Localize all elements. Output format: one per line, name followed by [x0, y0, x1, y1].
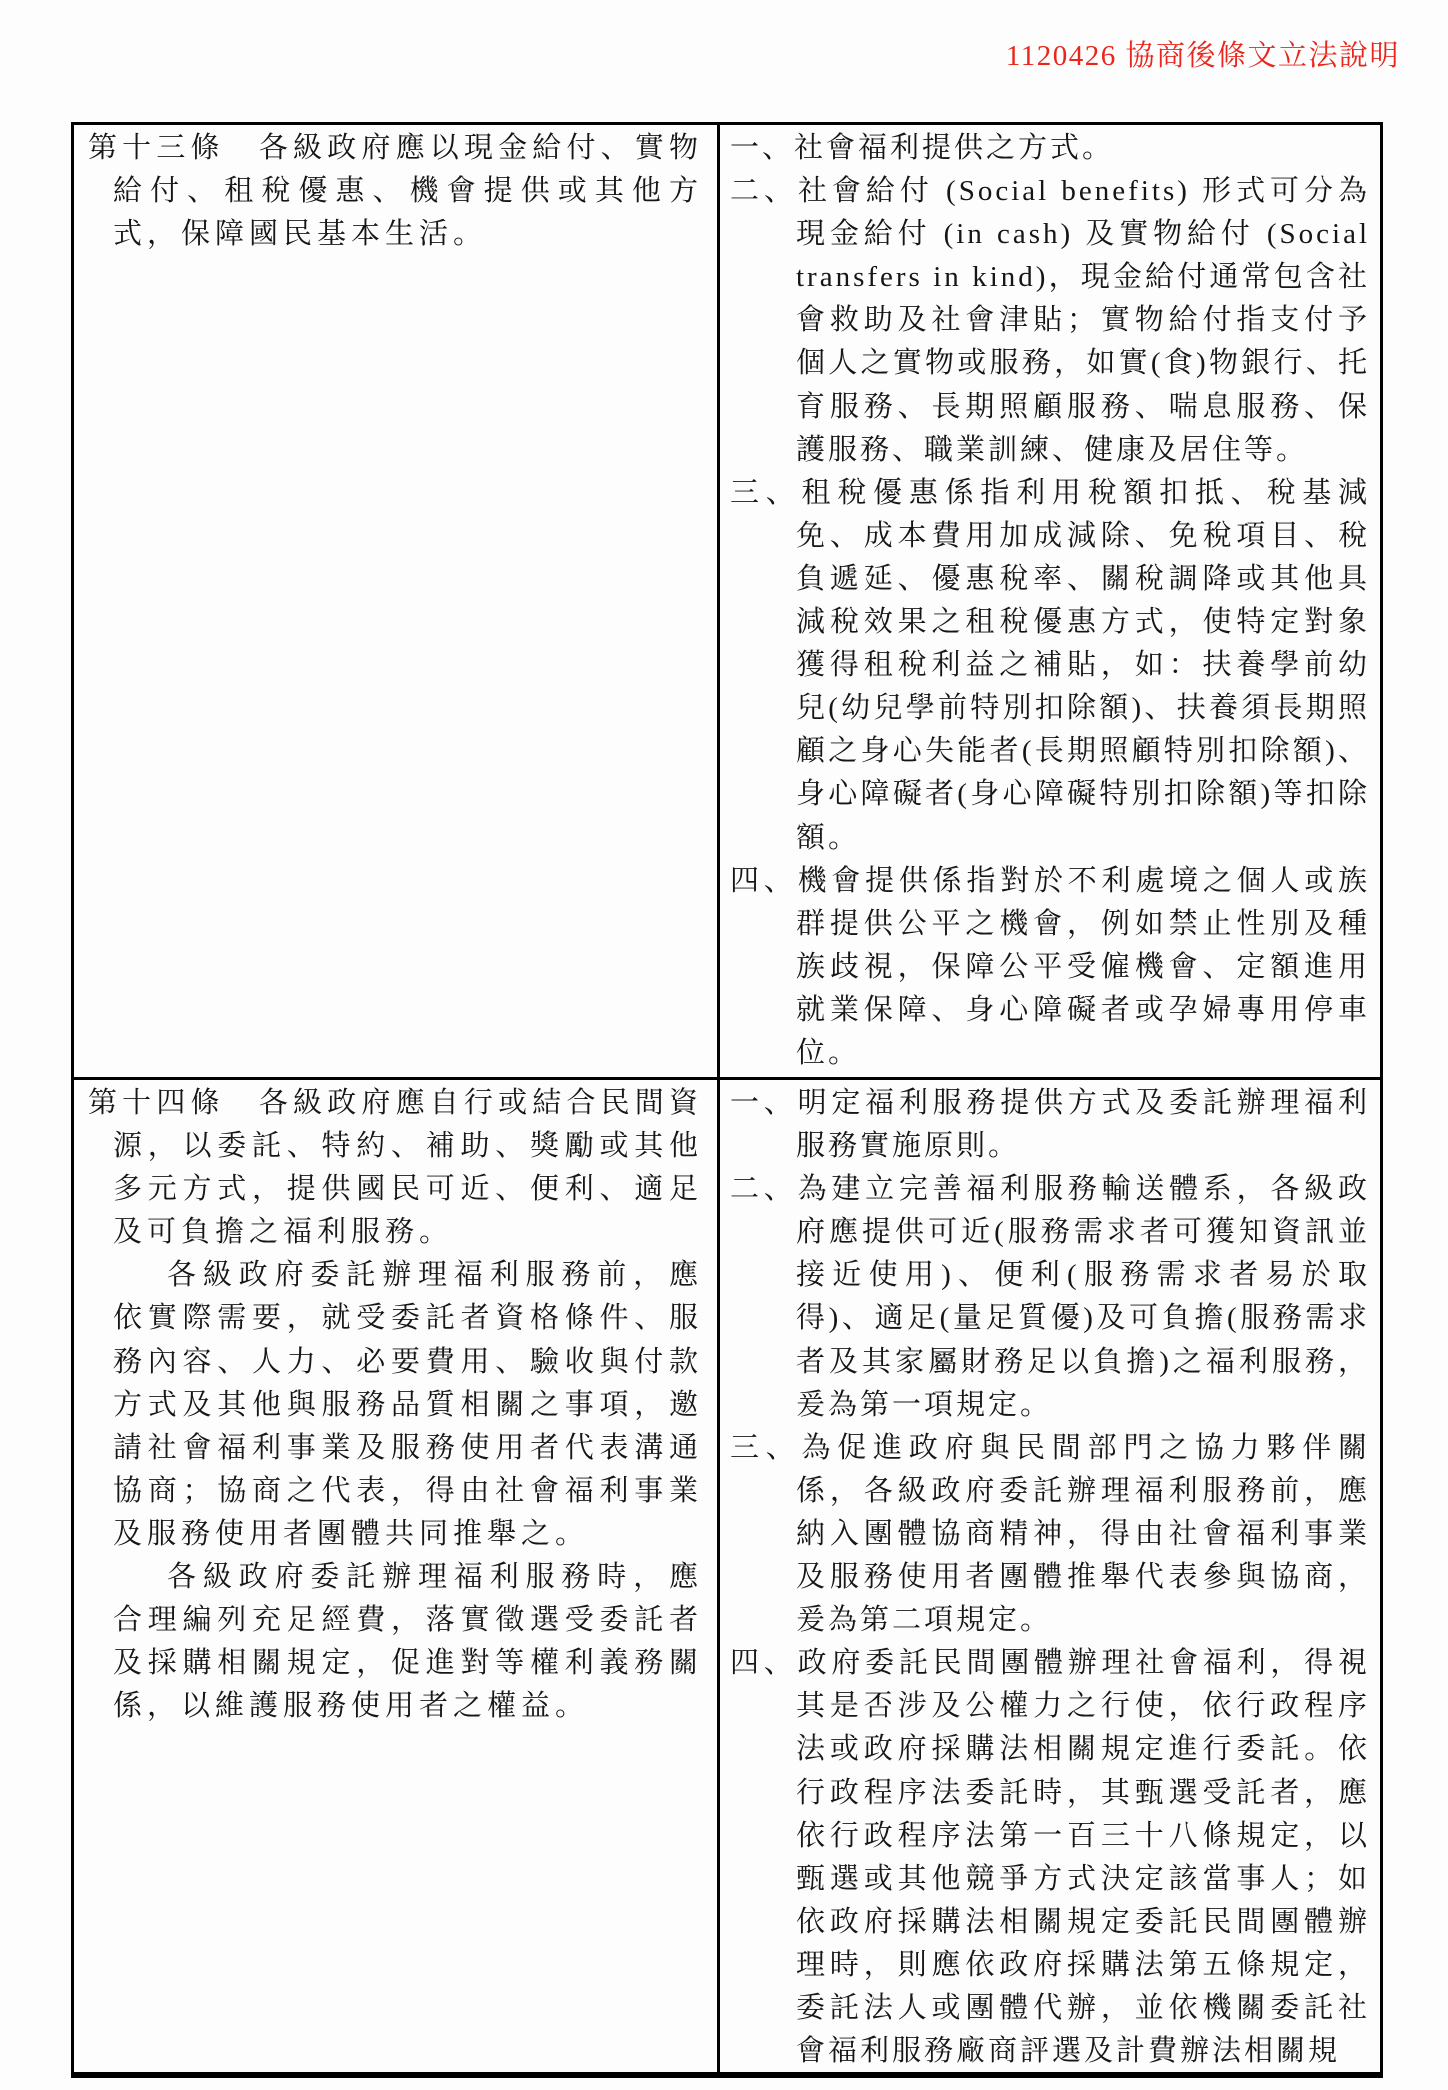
article-14-paragraph-3: 各級政府委託辦理福利服務時，應合理編列充足經費，落實徵選受委託者及採購相關規定，促進對等權利義務關係，以維護服務使用者之權益。 [113, 1561, 703, 1723]
item-number: 一、 [730, 132, 795, 164]
item-number: 三、 [730, 1431, 802, 1464]
explanation-14-cell [720, 1080, 1380, 2072]
item-text: 租稅優惠係指利用稅額扣抵、稅基減免、成本費用加成減除、免稅項目、稅負遞延、優惠稅率、關稅調降或其他具減稅效果之租稅優惠方式，使特定對象獲得租稅利益之補貼，如：扶養學前幼兒(幼兒學前特別扣除額)、扶養須長期照顧之身心失能者(長期照顧特別扣除額)、身心障礙者(身心障礙特別扣除額)等扣除額。 [796, 476, 1370, 854]
article-14-cell [74, 1080, 720, 2072]
explanation-13-item-3 [730, 472, 1370, 860]
explanation-14-item-2 [730, 1168, 1370, 1427]
item-number: 三、 [730, 476, 802, 509]
item-text: 為促進政府與民間部門之協力夥伴關係，各級政府委託辦理福利服務前，應納入團體協商精神，得由社會福利事業及服務使用者團體推舉代表參與協商，爰為第二項規定。 [796, 1431, 1370, 1637]
item-text: 明定福利服務提供方式及委託辦理福利服務實施原則。 [796, 1087, 1370, 1163]
item-text: 社會福利提供之方式。 [794, 132, 1115, 164]
item-text: 政府委託民間團體辦理社會福利，得視其是否涉及公權力之行使，依行政程序法或政府採購法相關規定進行委託。依行政程序法委託時，其甄選受託者，應依行政程序法第一百三十八條規定，以甄選或其他競爭方式決定該當事人；如依政府採購法相關規定委託民間團體辦理時，則應依政府採購法第五條規定，委託法人或團體代辦，並依機關委託社會福利服務廠商評選及計費辦法相關規 [796, 1647, 1370, 2068]
explanation-14-item-3 [730, 1427, 1370, 1642]
explanation-13-item-2 [730, 170, 1370, 472]
explanation-13-item-1 [730, 127, 1370, 170]
article-14-paragraph-2: 各級政府委託辦理福利服務前，應依實際需要，就受委託者資格條件、服務內容、人力、必要費用、驗收與付款方式及其他與服務品質相關之事項，邀請社會福利事業及服務使用者代表溝通協商；協商之代表，得由社會福利事業及服務使用者團體共同推舉之。 [113, 1259, 703, 1550]
item-text: 機會提供係指對於不利處境之個人或族群提供公平之機會，例如禁止性別及種族歧視，保障公平受僱機會、定額進用就業保障、身心障礙者或孕婦專用停車位。 [796, 864, 1370, 1069]
article-13-paragraph-1: 第十三條 各級政府應以現金給付、實物給付、租稅優惠、機會提供或其他方式，保障國民基本生活。 [88, 132, 703, 251]
article-13-cell [74, 125, 720, 1080]
item-text: 社會給付 (Social benefits) 形式可分為現金給付 (in cash) 及實物給付 (Social transfers in kind)，現金給付通常包含社會救助及社會津貼；實物給付指支付予個人之實物或服務，如實(食)物銀行、托育服務、長期照顧服務、喘息服務、保護服務、職業訓練、健康及居住等。 [796, 175, 1370, 466]
explanation-14-item-4 [730, 1642, 1370, 2072]
item-number: 二、 [730, 1173, 798, 1206]
item-number: 一、 [730, 1087, 798, 1119]
item-number: 二、 [730, 175, 798, 208]
item-number: 四、 [730, 1647, 798, 1680]
explanation-14-item-1 [730, 1082, 1370, 1168]
law-table [71, 122, 1383, 2078]
item-text: 為建立完善福利服務輸送體系，各級政府應提供可近(服務需求者可獲知資訊並接近使用)、便利(服務需求者易於取得)、適足(量足質優)及可負擔(服務需求者及其家屬財務足以負擔)之福利服務，爰為第一項規定。 [796, 1173, 1370, 1421]
explanation-13-cell [720, 125, 1380, 1080]
article-14-paragraph-1: 第十四條 各級政府應自行或結合民間資源，以委託、特約、補助、獎勵或其他多元方式，提供國民可近、便利、適足及可負擔之福利服務。 [88, 1087, 703, 1249]
document-header: 1120426 協商後條文立法說明 [1005, 40, 1400, 72]
explanation-13-item-4 [730, 860, 1370, 1075]
item-number: 四、 [730, 864, 798, 897]
